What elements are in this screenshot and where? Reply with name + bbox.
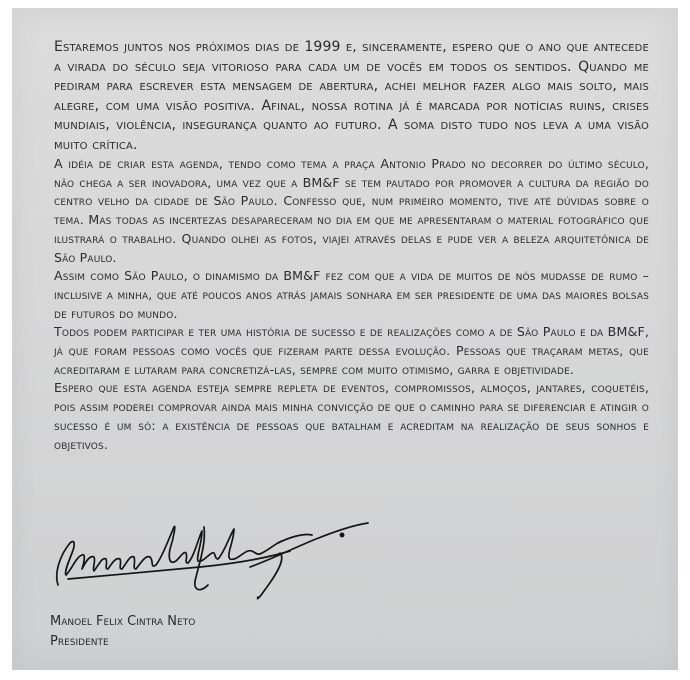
paragraph-2: A idéia de criar esta agenda, tendo como tema a praça Antonio Prado no decorrer do último século, não chega a ser inovadora, uma vez que a BM&F se tem pautado por promover a cultura da região do centro velho da cidade de São Paulo. Confesso que, num primeiro momento, tive até dúvidas sobre o tema. Mas todas as incertezas desapareceram no dia em que me apresentaram o material fotográfico que ilustrará o trabalho. Quando olhei as fotos, viajei através delas e pude ver a beleza arquitetônica de São Paulo. xyxy=(54,156,649,265)
letter-body xyxy=(54,38,649,454)
paragraph-5: Espero que esta agenda esteja sempre repleta de eventos, compromissos, almoços, jantares, coquetéis, pois assim poderei comprovar ainda mais minha convicção de que o caminho para se diferenciar e atingir o sucesso é um só: a existência de pessoas que batalham e acreditam na realização de seus sonhos e objetivos. xyxy=(54,380,649,452)
handwritten-signature xyxy=(50,513,380,613)
signer-title: Presidente xyxy=(50,634,109,649)
signer-name: Manoel Felix Cintra Neto xyxy=(50,614,196,629)
signer-block xyxy=(50,612,195,652)
paragraph-3: Assim como São Paulo, o dinamismo da BM&F fez com que a vida de muitos de nós mudasse de rumo – inclusive a minha, que até poucos anos atrás jamais sonhara em ser presidente de uma das maiores bolsas de futuros do mundo. xyxy=(54,268,649,321)
paragraph-4: Todos podem participar e ter uma história de sucesso e de realizações como a de São Paulo e da BM&F, já que foram pessoas como vocês que fizeram parte dessa evolução. Pessoas que traçaram metas, que acreditaram e lutaram para concretizá-las, sempre com muito otimismo, garra e objetividade. xyxy=(54,324,649,377)
letter-page xyxy=(12,8,678,670)
paragraph-1: Estaremos juntos nos próximos dias de 1999 e, sinceramente, espero que o ano que antecede a virada do século seja vitorioso para cada um de vocês em todos os sentidos. Quando me pediram para escrever esta mensagem de abertura, achei melhor fazer algo mais solto, mais alegre, com uma visão positiva. Afinal, nossa rotina já é marcada por notícias ruins, crises mundiais, violência, insegurança quanto ao futuro. A soma disto tudo nos leva a uma visão muito crítica. xyxy=(54,39,649,153)
